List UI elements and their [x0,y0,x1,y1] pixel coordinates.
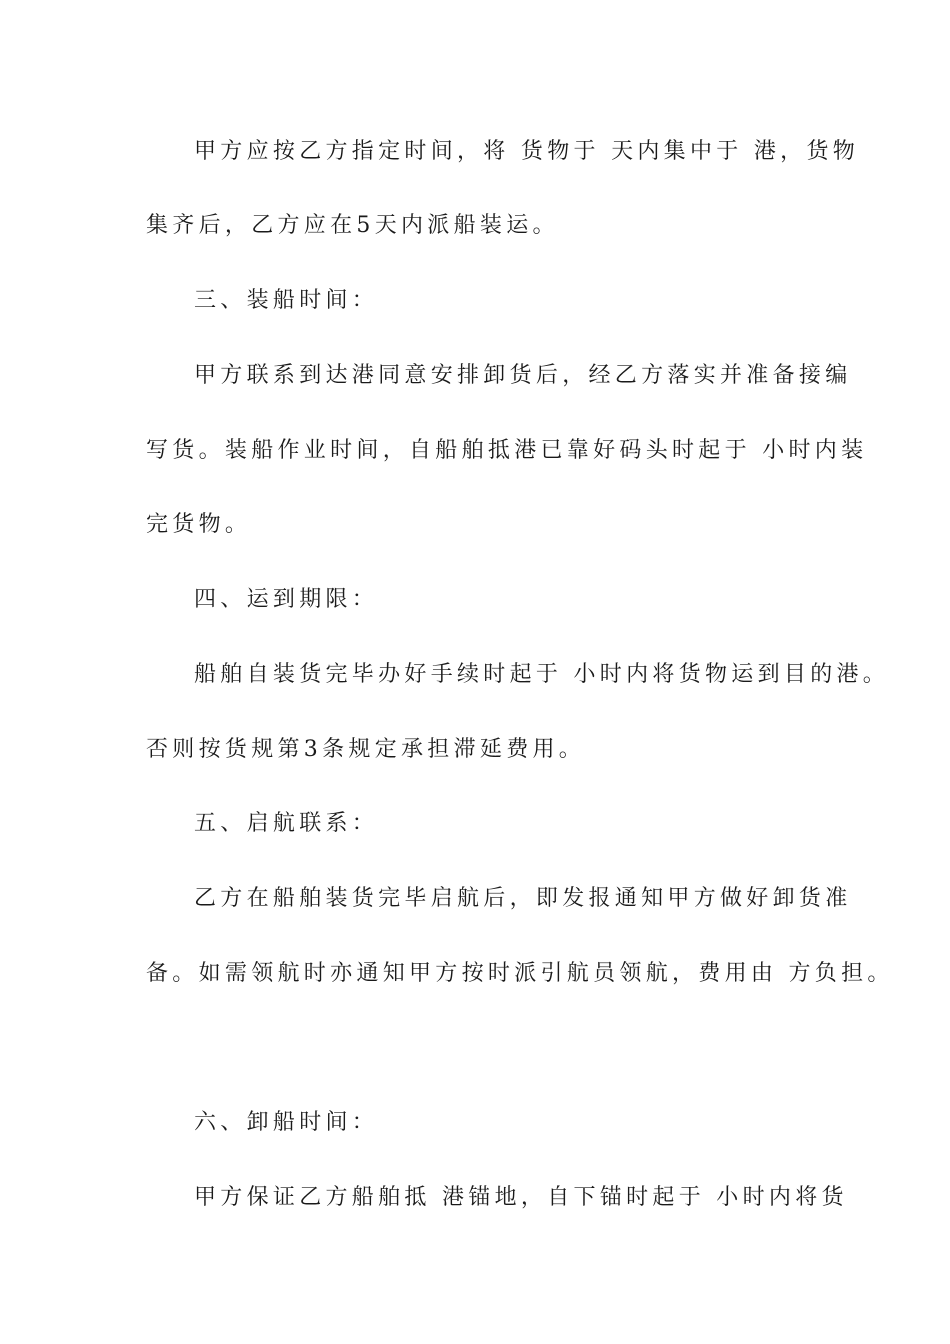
paragraph-line: 乙方在船舶装货完毕启航后，即发报通知甲方做好卸货准 [194,886,852,911]
paragraph-line: 甲方应按乙方指定时间，将 货物于 天内集中于 港，货物 [194,139,860,164]
section-heading: 六、卸船时间： [194,1110,379,1135]
section-heading: 四、运到期限： [194,587,379,612]
paragraph-line: 写货。装船作业时间，自船舶抵港已靠好码头时起于 小时内装 [146,438,868,463]
paragraph-line: 完货物。 [146,512,252,537]
paragraph-line: 集齐后，乙方应在5天内派船装运。 [146,213,559,238]
paragraph-line: 备。如需领航时亦通知甲方按时派引航员领航，费用由 方负担。 [146,961,894,986]
section-heading: 五、启航联系： [194,811,379,836]
paragraph-line: 甲方保证乙方船舶抵 港锚地，自下锚时起于 小时内将货 [194,1185,848,1210]
paragraph-line: 船舶自装货完毕办好手续时起于 小时内将货物运到目的港。 [194,662,890,687]
section-heading: 三、装船时间： [194,288,379,313]
paragraph-line: 甲方联系到达港同意安排卸货后，经乙方落实并准备接编 [194,363,852,388]
paragraph-line: 否则按货规第3条规定承担滞延费用。 [146,737,586,762]
